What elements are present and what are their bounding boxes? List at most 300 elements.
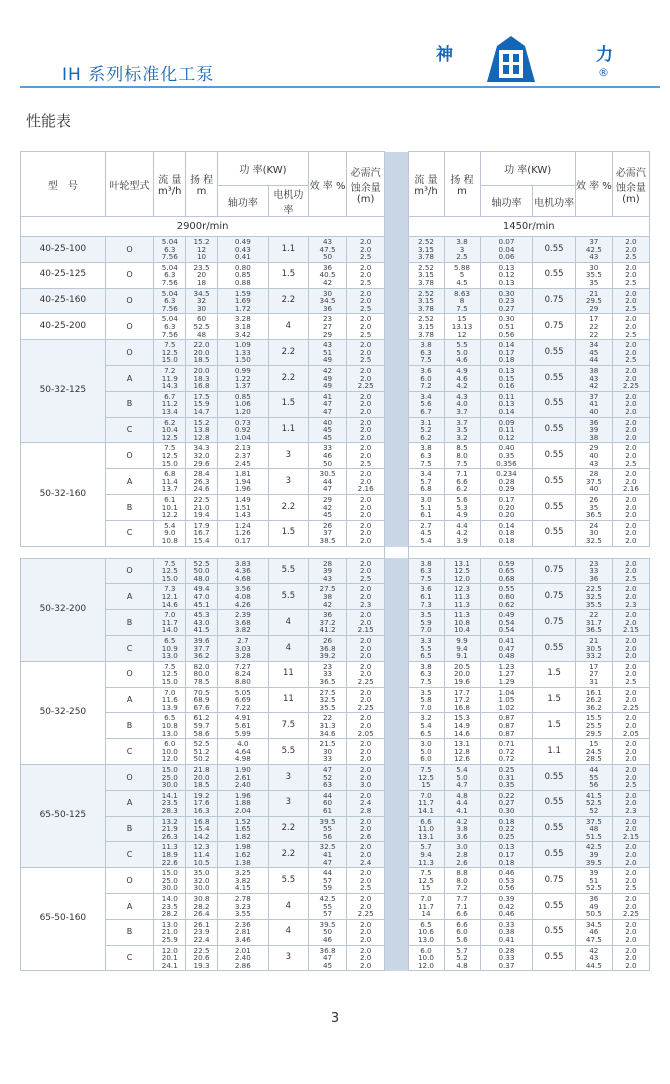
brand-emblem-icon: [483, 32, 539, 86]
cell-shaft: 3.25 3.82 4.15: [217, 868, 268, 894]
cell-shaft: 0.49 0.43 0.41: [217, 237, 268, 263]
table-row: [21, 919, 650, 945]
cell-motor2: 0.55: [533, 469, 575, 495]
table-row: [21, 237, 650, 263]
cell-imp: B: [105, 816, 154, 842]
cell-npsh: 2.0 2.0 2.05: [347, 713, 385, 739]
cell-flow2: 3.8 6.3 7.5: [408, 661, 444, 687]
cell-shaft: 1.90 2.61 2.40: [217, 764, 268, 790]
cell-flow2: 3.6 6.0 7.2: [408, 365, 444, 391]
cell-motor: 2.2: [268, 288, 308, 314]
cell-npsh: 2.0 2.0 2.3: [347, 584, 385, 610]
cell-flow: 5.04 6.3 7.56: [154, 288, 186, 314]
cell-npsh2: 2.0 2.0 2.5: [612, 314, 649, 340]
model-cell: 40-25-200: [21, 314, 106, 340]
cell-flow: 15.0 25.0 30.0: [154, 868, 186, 894]
cell-imp: B: [105, 919, 154, 945]
cell-flow2: 3.2 5.4 6.5: [408, 713, 444, 739]
cell-motor2: 0.55: [533, 842, 575, 868]
cell-shaft: 3.83 4.36 4.68: [217, 558, 268, 584]
cell-npsh2: 2.0 2.0 2.16: [612, 469, 649, 495]
cell-flow: 5.04 6.3 7.56: [154, 237, 186, 263]
cell-npsh2: 2.0 2.0 2.0: [612, 739, 649, 765]
cell-motor2: 0.55: [533, 790, 575, 816]
cell-head2: 20.5 20.0 19.6: [444, 661, 480, 687]
cell-motor: 4: [268, 635, 308, 661]
cell-flow: 5.04 6.3 7.56: [154, 262, 186, 288]
cell-head2: 5.88 5 4.5: [444, 262, 480, 288]
cell-imp: O: [105, 764, 154, 790]
cell-motor2: 0.55: [533, 816, 575, 842]
table-row: [21, 713, 650, 739]
cell-npsh: 2.0 2.0 2.0: [347, 739, 385, 765]
cell-motor: 2.2: [268, 816, 308, 842]
cell-npsh: 2.0 2.0 2.5: [347, 314, 385, 340]
cell-motor2: 0.75: [533, 584, 575, 610]
cell-imp: O: [105, 868, 154, 894]
cell-eff: 39.5 50 46: [309, 919, 347, 945]
model-cell: 50-32-250: [21, 661, 106, 764]
model-cell: 65-50-160: [21, 868, 106, 971]
cell-eff: 21.5 30 33: [309, 739, 347, 765]
cell-motor: 1.5: [268, 391, 308, 417]
cell-head2: 12.3 11.3 11.3: [444, 584, 480, 610]
cell-npsh2: 2.0 2.0 2.5: [612, 868, 649, 894]
cell-shaft: 1.24 1.26 0.17: [217, 520, 268, 546]
cell-flow: 5.4 9.0 10.8: [154, 520, 186, 546]
cell-flow: 7.3 12.1 14.6: [154, 584, 186, 610]
cell-shaft: 5.05 6.69 7.22: [217, 687, 268, 713]
cell-head2: 15.3 14.9 14.6: [444, 713, 480, 739]
cell-shaft: 4.0 4.64 4.98: [217, 739, 268, 765]
table-row: [21, 816, 650, 842]
registered-mark: ®: [598, 66, 609, 79]
cell-shaft2: 0.33 0.38 0.41: [480, 919, 533, 945]
cell-imp: C: [105, 635, 154, 661]
cell-shaft2: 0.40 0.35 0.356: [480, 443, 533, 469]
cell-shaft: 0.99 1.22 1.37: [217, 365, 268, 391]
cell-shaft2: 0.17 0.20 0.20: [480, 494, 533, 520]
cell-head: 16.8 15.4 14.2: [186, 816, 218, 842]
table-row: [21, 558, 650, 584]
cell-head: 30.8 28.2 26.4: [186, 893, 218, 919]
table-gap: [385, 558, 408, 971]
cell-imp: B: [105, 391, 154, 417]
cell-flow: 5.04 6.3 7.56: [154, 314, 186, 340]
cell-eff: 22 31.3 34.6: [309, 713, 347, 739]
cell-npsh: 2.0 2.0 2.6: [347, 816, 385, 842]
table-break: [21, 546, 650, 558]
table-row: [21, 635, 650, 661]
cell-shaft: 1.59 1.69 1.72: [217, 288, 268, 314]
cell-shaft: 2.39 3.68 3.82: [217, 610, 268, 636]
cell-shaft: 1.98 1.62 1.38: [217, 842, 268, 868]
cell-head2: 4.3 4.0 3.7: [444, 391, 480, 417]
cell-flow: 7.0 11.7 14.0: [154, 610, 186, 636]
brand-logo: [428, 32, 658, 92]
cell-npsh: 2.0 2.0 2.15: [347, 610, 385, 636]
cell-flow: 6.8 11.4 13.7: [154, 469, 186, 495]
cell-eff2: 36 39 38: [575, 417, 612, 443]
cell-npsh2: 2.0 2.0 2.15: [612, 610, 649, 636]
cell-shaft2: 0.25 0.31 0.35: [480, 764, 533, 790]
cell-eff2: 29 40 43: [575, 443, 612, 469]
cell-flow: 6.2 10.4 12.5: [154, 417, 186, 443]
cell-shaft: 3.28 3.18 3.42: [217, 314, 268, 340]
cell-npsh2: 2.0 2.0 2.3: [612, 790, 649, 816]
cell-npsh: 2.0 2.0 2.5: [347, 237, 385, 263]
col-eff: 效 率 %: [309, 152, 347, 217]
cell-eff2: 39 51 52.5: [575, 868, 612, 894]
cell-eff2: 30 35.5 35: [575, 262, 612, 288]
cell-npsh2: 2.0 2.0 2.5: [612, 340, 649, 366]
cell-motor: 3: [268, 443, 308, 469]
cell-eff2: 22.5 32.5 35.5: [575, 584, 612, 610]
col-npsh: 必需汽蚀余量 (m): [347, 152, 385, 217]
cell-head2: 6.6 6.0 5.6: [444, 919, 480, 945]
cell-npsh: 2.0 2.0 2.0: [347, 520, 385, 546]
cell-eff2: 21 30.5 33.2: [575, 635, 612, 661]
cell-npsh: 2.0 2.0 2.5: [347, 288, 385, 314]
cell-npsh2: 2.0 2.0 2.0: [612, 842, 649, 868]
table-row: [21, 842, 650, 868]
cell-motor: 5.5: [268, 739, 308, 765]
table-gap: [385, 152, 408, 237]
col-model: 型 号: [21, 152, 106, 217]
cell-shaft: 4.91 5.61 5.99: [217, 713, 268, 739]
cell-eff2: 42.5 39 39.5: [575, 842, 612, 868]
cell-npsh: 2.0 2.0 3.0: [347, 764, 385, 790]
cell-shaft: 0.73 0.92 1.04: [217, 417, 268, 443]
cell-eff2: 34.5 46 47.5: [575, 919, 612, 945]
col-power: 功 率(KW): [217, 152, 308, 186]
cell-motor: 3: [268, 469, 308, 495]
cell-npsh2: 2.0 2.0 2.5: [612, 764, 649, 790]
cell-shaft2: 0.87 0.87 0.87: [480, 713, 533, 739]
table-row: [21, 262, 650, 288]
cell-npsh2: 2.0 2.0 2.5: [612, 661, 649, 687]
cell-motor2: 1.5: [533, 687, 575, 713]
model-cell: 65-50-125: [21, 764, 106, 867]
cell-motor: 11: [268, 687, 308, 713]
cell-imp: C: [105, 739, 154, 765]
cell-motor2: 0.55: [533, 417, 575, 443]
cell-imp: C: [105, 417, 154, 443]
cell-npsh2: 2.0 2.0 2.0: [612, 494, 649, 520]
cell-imp: O: [105, 443, 154, 469]
cell-shaft2: 0.18 0.22 0.25: [480, 816, 533, 842]
cell-motor: 4: [268, 314, 308, 340]
cell-head2: 7.1 6.6 6.2: [444, 469, 480, 495]
cell-head: 49.4 47.0 45.1: [186, 584, 218, 610]
cell-head2: 8.8 8.0 7.2: [444, 868, 480, 894]
cell-shaft: 1.81 1.94 1.96: [217, 469, 268, 495]
cell-shaft2: 0.71 0.72 0.72: [480, 739, 533, 765]
cell-eff2: 36 49 50.5: [575, 893, 612, 919]
cell-npsh2: 2.0 2.0 2.0: [612, 919, 649, 945]
cell-imp: A: [105, 365, 154, 391]
cell-imp: A: [105, 790, 154, 816]
cell-eff2: 21 29.5 29: [575, 288, 612, 314]
cell-eff: 36 40.5 42: [309, 262, 347, 288]
cell-motor2: 0.55: [533, 764, 575, 790]
cell-motor: 1.5: [268, 262, 308, 288]
cell-flow2: 3.3 5.5 6.5: [408, 635, 444, 661]
cell-motor: 4: [268, 610, 308, 636]
cell-flow: 14.0 23.5 28.2: [154, 893, 186, 919]
cell-npsh2: 2.0 2.0 2.5: [612, 558, 649, 584]
cell-flow2: 3.4 5.6 6.7: [408, 391, 444, 417]
cell-motor2: 1.5: [533, 661, 575, 687]
cell-shaft2: 0.28 0.33 0.37: [480, 945, 533, 971]
table-row: [21, 314, 650, 340]
cell-motor2: 0.55: [533, 262, 575, 288]
cell-shaft: 2.13 2.37 2.45: [217, 443, 268, 469]
cell-eff: 26 37 38.5: [309, 520, 347, 546]
cell-motor2: 0.55: [533, 237, 575, 263]
col-head-2: 扬 程 m: [444, 152, 480, 217]
table-break-cell: [21, 546, 650, 558]
cell-head: 20.0 18.3 16.8: [186, 365, 218, 391]
col-npsh-2: 必需汽蚀余量 (m): [612, 152, 649, 217]
cell-flow2: 3.4 5.7 6.8: [408, 469, 444, 495]
cell-npsh: 2.0 2.0 2.0: [347, 494, 385, 520]
cell-eff: 23 27 29: [309, 314, 347, 340]
cell-flow: 7.5 12.5 15.0: [154, 443, 186, 469]
cell-imp: O: [105, 661, 154, 687]
cell-shaft2: 0.22 0.27 0.30: [480, 790, 533, 816]
cell-npsh2: 2.0 2.0 2.5: [612, 237, 649, 263]
cell-flow: 7.5 12.5 15.0: [154, 558, 186, 584]
cell-flow2: 7.5 12.5 15: [408, 868, 444, 894]
cell-head: 21.8 20.0 18.5: [186, 764, 218, 790]
cell-npsh: 2.0 2.0 2.5: [347, 558, 385, 584]
cell-shaft2: 0.39 0.42 0.46: [480, 893, 533, 919]
cell-motor: 4: [268, 893, 308, 919]
cell-head: 82.0 80.0 78.5: [186, 661, 218, 687]
cell-eff2: 26 35 36.5: [575, 494, 612, 520]
cell-eff: 30 34.5 36: [309, 288, 347, 314]
cell-eff: 26 36.8 39.2: [309, 635, 347, 661]
cell-head2: 11.3 10.8 10.4: [444, 610, 480, 636]
cell-flow2: 3.5 5.8 7.0: [408, 687, 444, 713]
cell-motor2: 0.55: [533, 945, 575, 971]
cell-eff: 36.8 47 45: [309, 945, 347, 971]
cell-head2: 4.8 4.4 4.1: [444, 790, 480, 816]
cell-eff: 36 37.2 41.2: [309, 610, 347, 636]
cell-npsh2: 2.0 2.0 2.0: [612, 520, 649, 546]
cell-motor: 1.1: [268, 237, 308, 263]
page-number: 3: [330, 1011, 340, 1026]
cell-eff: 23 33 36.5: [309, 661, 347, 687]
cell-npsh: 2.0 2.0 2.0: [347, 417, 385, 443]
cell-eff: 30.5 44 47: [309, 469, 347, 495]
cell-head: 34.3 32.0 29.6: [186, 443, 218, 469]
cell-eff2: 34 45 44: [575, 340, 612, 366]
cell-flow2: 2.52 3.15 3.78: [408, 288, 444, 314]
table-row: [21, 584, 650, 610]
cell-flow: 7.5 12.5 15.0: [154, 340, 186, 366]
cell-flow: 14.1 23.5 28.3: [154, 790, 186, 816]
cell-npsh2: 2.0 2.0 2.5: [612, 262, 649, 288]
cell-flow2: 7.0 11.7 14: [408, 893, 444, 919]
cell-eff: 44 57 59: [309, 868, 347, 894]
cell-head: 52.5 51.2 50.2: [186, 739, 218, 765]
cell-eff: 33 46 50: [309, 443, 347, 469]
cell-head: 22.5 20.6 19.3: [186, 945, 218, 971]
cell-motor2: 1.1: [533, 739, 575, 765]
cell-shaft: 1.09 1.33 1.50: [217, 340, 268, 366]
cell-head2: 5.5 5.0 4.6: [444, 340, 480, 366]
cell-shaft: 2.01 2.40 2.86: [217, 945, 268, 971]
col-motor-power: 电机功率: [268, 186, 308, 217]
cell-imp: B: [105, 610, 154, 636]
cell-flow2: 6.5 10.6 13.0: [408, 919, 444, 945]
cell-eff: 47 52 63: [309, 764, 347, 790]
cell-npsh: 2.0 2.0 2.4: [347, 842, 385, 868]
col-power-2: 功 率(KW): [480, 152, 575, 186]
cell-flow: 6.0 10.0 12.0: [154, 739, 186, 765]
cell-eff: 32.5 41 47: [309, 842, 347, 868]
cell-motor: 2.2: [268, 842, 308, 868]
cell-motor2: 1.5: [533, 713, 575, 739]
cell-shaft: 0.80 0.85 0.88: [217, 262, 268, 288]
cell-head: 15.2 13.8 12.8: [186, 417, 218, 443]
table-row: [21, 687, 650, 713]
cell-shaft2: 0.46 0.53 0.56: [480, 868, 533, 894]
cell-head: 15.2 12 10: [186, 237, 218, 263]
cell-npsh2: 2.0 2.0 2.25: [612, 687, 649, 713]
table-row: [21, 391, 650, 417]
cell-head: 26.1 23.9 22.4: [186, 919, 218, 945]
cell-eff: 42.5 55 57: [309, 893, 347, 919]
cell-head: 61.2 59.7 58.6: [186, 713, 218, 739]
cell-eff2: 37.5 48 51.5: [575, 816, 612, 842]
brand-char-left: 神: [436, 45, 453, 65]
cell-flow2: 3.8 6.3 7.5: [408, 558, 444, 584]
cell-head2: 3.7 3.5 3.2: [444, 417, 480, 443]
cell-flow: 13.2 21.9 26.3: [154, 816, 186, 842]
table-row: [21, 945, 650, 971]
cell-head2: 4.2 3.8 3.6: [444, 816, 480, 842]
cell-eff: 28 39 43: [309, 558, 347, 584]
cell-head2: 17.7 17.2 16.8: [444, 687, 480, 713]
cell-head: 60 52.5 48: [186, 314, 218, 340]
cell-flow2: 5.7 9.4 11.3: [408, 842, 444, 868]
cell-flow2: 2.52 3.15 3.78: [408, 262, 444, 288]
cell-npsh: 2.0 2.0 2.0: [347, 635, 385, 661]
cell-flow2: 2.52 3.15 3.78: [408, 237, 444, 263]
cell-motor: 5.5: [268, 584, 308, 610]
cell-eff2: 17 27 31: [575, 661, 612, 687]
cell-flow2: 3.8 6.3 7.5: [408, 443, 444, 469]
cell-eff: 27.5 38 42: [309, 584, 347, 610]
cell-motor: 1.1: [268, 417, 308, 443]
col-motor-power-2: 电机功率: [533, 186, 575, 217]
cell-flow: 6.5 10.9 13.0: [154, 635, 186, 661]
cell-npsh: 2.0 2.0 2.5: [347, 340, 385, 366]
cell-eff2: 37 42.5 43: [575, 237, 612, 263]
brand-char-right: 力: [596, 45, 613, 65]
cell-flow: 7.2 11.9 14.3: [154, 365, 186, 391]
table-row: [21, 443, 650, 469]
cell-eff: 44 60 61: [309, 790, 347, 816]
table-gap: [385, 237, 408, 559]
cell-head: 52.5 50.0 48.0: [186, 558, 218, 584]
cell-head: 23.5 20 18: [186, 262, 218, 288]
cell-npsh2: 2.0 2.0 2.0: [612, 391, 649, 417]
cell-flow2: 3.0 5.1 6.1: [408, 494, 444, 520]
cell-shaft2: 0.14 0.18 0.18: [480, 520, 533, 546]
cell-flow: 6.7 11.2 13.4: [154, 391, 186, 417]
table-row: [21, 520, 650, 546]
cell-shaft: 7.27 8.24 8.80: [217, 661, 268, 687]
table-row: [21, 661, 650, 687]
col-flow: 流 量 m³/h: [154, 152, 186, 217]
cell-eff: 40 45 45: [309, 417, 347, 443]
cell-shaft2: 0.55 0.60 0.62: [480, 584, 533, 610]
cell-shaft2: 0.07 0.04 0.06: [480, 237, 533, 263]
cell-shaft2: 0.09 0.11 0.12: [480, 417, 533, 443]
cell-shaft: 1.52 1.65 1.82: [217, 816, 268, 842]
cell-npsh: 2.0 2.0 2.25: [347, 893, 385, 919]
table-row: [21, 288, 650, 314]
cell-imp: C: [105, 520, 154, 546]
cell-motor: 7.5: [268, 713, 308, 739]
col-impeller: 叶轮型式: [105, 152, 154, 217]
cell-motor: 5.5: [268, 558, 308, 584]
cell-shaft2: 0.49 0.54 0.54: [480, 610, 533, 636]
cell-flow2: 3.5 5.9 7.0: [408, 610, 444, 636]
cell-eff: 43 51 49: [309, 340, 347, 366]
cell-shaft: 1.96 1.88 2.04: [217, 790, 268, 816]
cell-imp: A: [105, 687, 154, 713]
cell-flow2: 6.6 11.0 13.1: [408, 816, 444, 842]
cell-flow2: 3.0 5.0 6.0: [408, 739, 444, 765]
cell-head2: 5.6 5.3 4.9: [444, 494, 480, 520]
cell-eff2: 44 55 56: [575, 764, 612, 790]
model-cell: 40-25-160: [21, 288, 106, 314]
table-row: [21, 893, 650, 919]
cell-flow2: 3.1 5.2 6.2: [408, 417, 444, 443]
cell-eff2: 22 31.7 36.5: [575, 610, 612, 636]
cell-npsh: 2.0 2.0 2.0: [347, 919, 385, 945]
cell-eff: 41 47 47: [309, 391, 347, 417]
cell-imp: O: [105, 237, 154, 263]
cell-head: 35.0 32.0 30.0: [186, 868, 218, 894]
model-cell: 50-32-125: [21, 340, 106, 443]
cell-shaft2: 0.13 0.17 0.18: [480, 842, 533, 868]
cell-eff2: 24 30 32.5: [575, 520, 612, 546]
col-flow-2: 流 量 m³/h: [408, 152, 444, 217]
cell-motor: 2.2: [268, 365, 308, 391]
cell-head2: 4.4 4.2 3.9: [444, 520, 480, 546]
cell-eff2: 16.1 26.2 36.2: [575, 687, 612, 713]
cell-head: 70.5 68.9 67.6: [186, 687, 218, 713]
cell-flow2: 7.5 12.5 15: [408, 764, 444, 790]
cell-head2: 9.9 9.4 9.1: [444, 635, 480, 661]
cell-eff2: 17 22 22: [575, 314, 612, 340]
cell-imp: A: [105, 469, 154, 495]
cell-head2: 8.63 8 7.5: [444, 288, 480, 314]
cell-shaft2: 0.41 0.47 0.48: [480, 635, 533, 661]
cell-npsh2: 2.0 2.0 2.5: [612, 288, 649, 314]
cell-head2: 5.7 5.2 4.8: [444, 945, 480, 971]
table-row: [21, 739, 650, 765]
cell-head: 39.6 37.7 36.2: [186, 635, 218, 661]
col-head: 扬 程 m: [186, 152, 218, 217]
cell-shaft2: 0.234 0.28 0.29: [480, 469, 533, 495]
